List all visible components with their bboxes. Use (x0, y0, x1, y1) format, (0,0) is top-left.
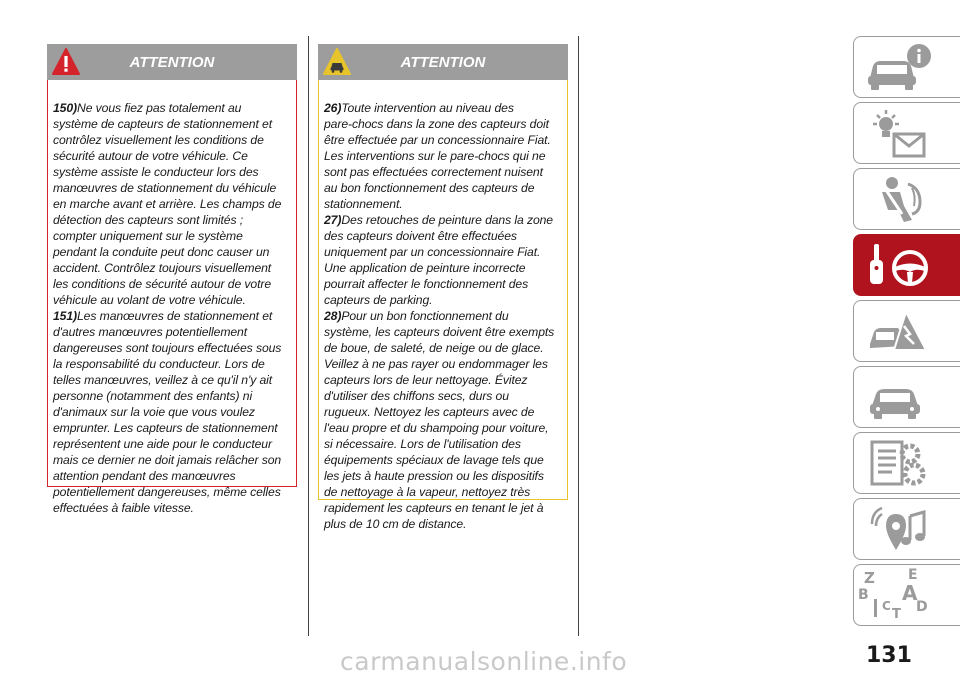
key-steering-wheel-icon (864, 240, 934, 292)
multimedia-icon (864, 504, 934, 556)
tab-specifications[interactable] (853, 432, 960, 494)
warning-number: 28) (324, 309, 342, 323)
index-letter: Z (864, 569, 875, 587)
warning-number: 26) (324, 101, 342, 115)
index-letter: D (916, 599, 928, 615)
index-letters-icon (854, 565, 934, 625)
danger-triangle-icon (51, 47, 81, 77)
tab-multimedia[interactable] (853, 498, 960, 560)
index-letter: T (892, 607, 901, 622)
seat-belt-airbag-icon (864, 174, 934, 226)
index-letter: A (902, 581, 918, 605)
warning-paragraph: 26)Toute intervention au niveau des pare-chocs dans la zone des capteurs doit être effectuée par un concessionnaire Fiat. Les interventions sur le pare-chocs qui ne sont pas effectuées correctement nuisent au bon fonctionnement des capteurs de stationnement. (324, 101, 551, 211)
warning-body-left (53, 100, 298, 516)
column-divider (578, 36, 579, 636)
index-cursor (874, 599, 877, 617)
tab-warning-lights[interactable] (853, 102, 960, 164)
warning-header-right (318, 44, 568, 80)
tab-starting-driving[interactable] (853, 234, 960, 296)
warning-header-left (47, 44, 297, 80)
warning-lights-icon (864, 108, 934, 160)
tab-maintenance[interactable] (853, 366, 960, 428)
column-divider (308, 36, 309, 636)
warning-number: 151) (53, 309, 77, 323)
car-accident-icon (864, 306, 934, 358)
index-letter: E (908, 567, 918, 583)
warning-paragraph: 27)Des retouches de peinture dans la zone des capteurs doivent être effectuées uniquement par un concessionnaire Fiat. Une application de peinture incorrecte pourrait affecter le fonctionnement des capteurs de parking. (324, 213, 553, 307)
tab-car-info[interactable] (853, 36, 960, 98)
page-number: 131 (866, 643, 912, 668)
warning-paragraph: 151)Les manœuvres de stationnement et d'autres manœuvres potentiellement dangereuses sont toujours effectuées sous la responsabilité du conducteur. Lors de telles manœuvres, veillez à ce qu'il n'y ait personne (notamment des enfants) ni d'animaux sur la voie que vous voulez emprunter. Les capteurs de stationnement représentent une aide pour le conducteur mais ce dernier ne doit jamais relâcher son attention pendant des manœuvres potentiellement dangereuses, même celles effectuées à faible vitesse. (53, 309, 282, 515)
tab-index[interactable] (853, 564, 960, 626)
car-caution-icon (322, 47, 352, 77)
watermark-text: carmanualsonline.info (340, 647, 628, 676)
warning-paragraph: 28)Pour un bon fonctionnement du système, les capteurs doivent être exempts de boue, de saleté, de neige ou de glace. Veillez à ne pas rayer ou endommager les capteurs lors de leur nettoyage. Évitez d'utiliser des chiffons secs, durs ou rugueux. Nettoyez les capteurs avec de l'eau propre et du shampoing pour voiture, si nécessaire. Lors de l'utilisation des équipements spéciaux de lavage tels que les jets à haute pression ou les dispositifs de nettoyage à la vapeur, nettoyez très rapidement les capteurs en tenant le jet à plus de 10 cm de distance. (324, 309, 555, 531)
car-info-icon (864, 42, 934, 94)
tab-safety[interactable] (853, 168, 960, 230)
car-maintenance-icon (864, 372, 934, 424)
warning-header-right-text: ATTENTION (400, 53, 486, 71)
warning-number: 150) (53, 101, 77, 115)
warning-paragraph: 150)Ne vous fiez pas totalement au système de capteurs de stationnement et contrôlez visuellement les conditions de sécurité autour de votre véhicule. Ce système assiste le conducteur lors des manœuvres de stationnement du véhicule en marche avant et arrière. Les champs de détection des capteurs sont limités ; compter uniquement sur le système pendant la conduite peut donc causer un accident. Contrôlez toujours visuellement les conditions de sécurité autour de votre véhicule au volant de votre véhicule. (53, 101, 282, 307)
warning-body-right (324, 100, 569, 532)
index-letter: B (858, 587, 869, 603)
warning-number: 27) (324, 213, 342, 227)
warning-header-left-text: ATTENTION (129, 53, 215, 71)
index-letter: C (882, 599, 891, 613)
specs-gears-icon (864, 438, 934, 490)
tab-emergency[interactable] (853, 300, 960, 362)
